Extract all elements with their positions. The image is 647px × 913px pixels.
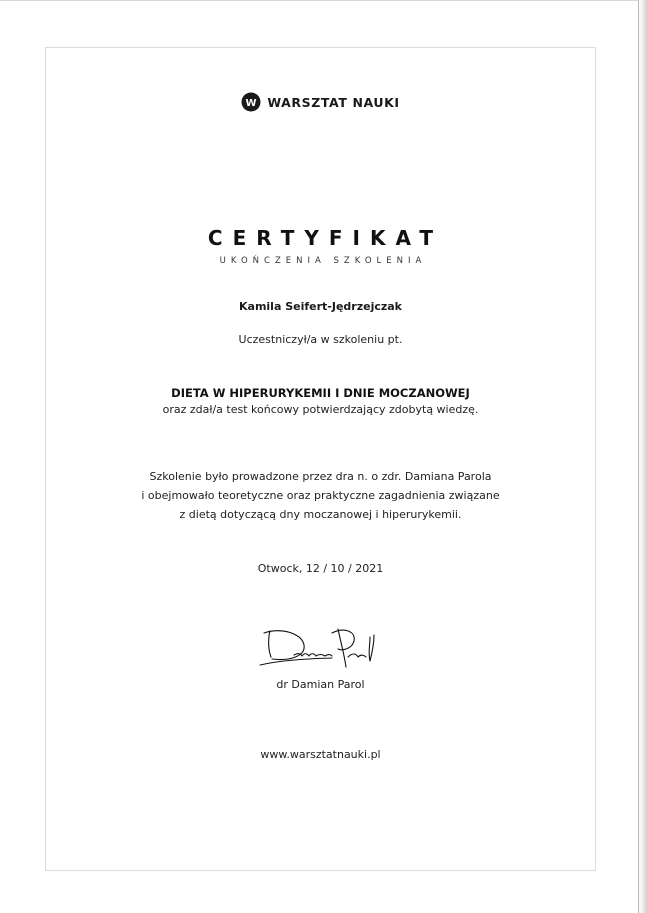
course-title: DIETA W HIPERURYKEMII I DNIE MOCZANOWEJ: [171, 386, 470, 400]
website-link[interactable]: www.warsztatnauki.pl: [260, 748, 381, 761]
description-line: z dietą dotyczącą dny moczanowej i hiperurykemii.: [179, 508, 462, 521]
handwritten-signature: [258, 623, 384, 671]
place-date: Otwock, 12 / 10 / 2021: [257, 562, 384, 575]
certificate-subtitle: UKOŃCZENIA SZKOLENIA: [219, 256, 427, 266]
logo-text: WARSZTAT NAUKI: [267, 94, 400, 110]
signer-name: dr Damian Parol: [276, 678, 365, 691]
passed-text: oraz zdał/a test końcowy potwierdzający zdobytą wiedzę.: [162, 403, 479, 416]
certificate-page: [45, 47, 596, 871]
description-line: Szkolenie było prowadzone przez dra n. o zdr. Damiana Parola: [149, 470, 492, 483]
recipient-name: Kamila Seifert-Jędrzejczak: [239, 300, 402, 313]
description-line: i obejmowało teoretyczne oraz praktyczne zagadnienia związane: [141, 489, 500, 502]
logo: [46, 92, 595, 112]
top-border: [0, 0, 639, 1]
participated-text: Uczestniczył/a w szkoleniu pt.: [238, 333, 403, 346]
certificate-title: CERTYFIKAT: [207, 226, 444, 250]
viewer-edge-shadow: [639, 0, 647, 913]
logo-mark-letter: W: [245, 98, 257, 109]
warsztat-nauki-logo-icon: [241, 92, 261, 112]
